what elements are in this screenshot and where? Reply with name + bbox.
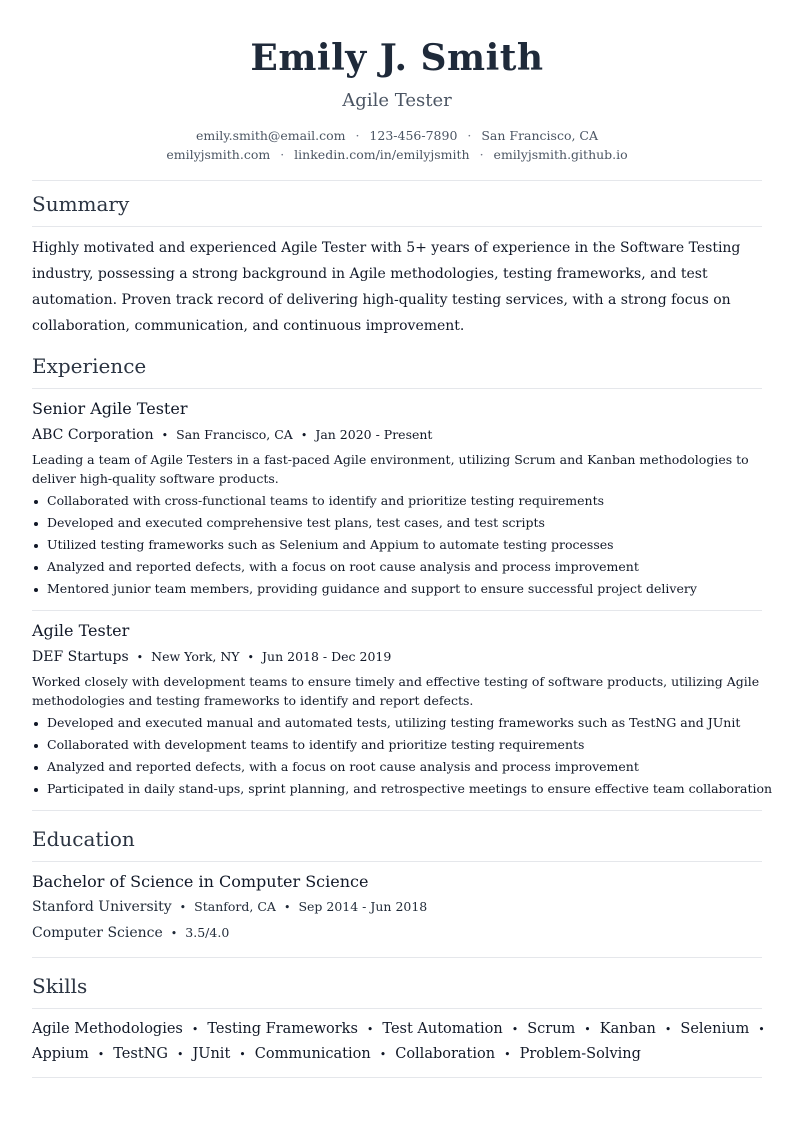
education-heading: Education: [32, 827, 135, 851]
list-item: Collaborated with cross-functional teams to identify and prioritize testing requirements: [32, 490, 762, 512]
job-company: DEF Startups: [32, 649, 129, 665]
bullet-separator: •: [191, 1023, 199, 1036]
list-item: Participated in daily stand-ups, sprint planning, and retrospective meetings to ensure effective team collaboration: [32, 778, 762, 800]
contact-line-2: [32, 145, 762, 164]
degree: Bachelor of Science in Computer Science: [32, 872, 369, 891]
job-location: New York, NY: [151, 649, 240, 664]
separator: ·: [355, 128, 360, 143]
separator: ·: [280, 147, 285, 162]
bullet-separator: •: [664, 1023, 672, 1036]
education-meta: [32, 896, 762, 919]
bullet-separator: •: [511, 1023, 519, 1036]
skill-tag: Agile Methodologies: [32, 1021, 183, 1037]
summary-text: Highly motivated and experienced Agile Tester with 5+ years of experience in the Software Testing industry, possessing a strong background in Agile methodologies, testing frameworks, and test automation. Proven track record of delivering high-quality testing services, with a strong focus on collaboration, communication, and continuous improvement.: [32, 240, 741, 334]
email-link[interactable]: emily.smith@email.com: [195, 128, 346, 143]
job-dates: Jun 2018 - Dec 2019: [262, 649, 392, 664]
skill-tag: Selenium: [680, 1021, 750, 1037]
bullet-separator: •: [366, 1023, 374, 1036]
bullet-separator: •: [179, 901, 187, 914]
list-item: Developed and executed comprehensive test plans, test cases, and test scripts: [32, 512, 762, 534]
list-item: Mentored junior team members, providing guidance and support to ensure successful project delivery: [32, 578, 762, 600]
job-bullets: [32, 712, 773, 800]
bullet-separator: •: [379, 1048, 387, 1061]
bullet-separator: •: [300, 429, 308, 442]
skills-divider: [32, 1077, 762, 1078]
website-link[interactable]: emilyjsmith.com: [166, 147, 271, 162]
contact-info: [32, 126, 762, 164]
skill-tag: JUnit: [192, 1046, 231, 1062]
list-item: Analyzed and reported defects, with a focus on root cause analysis and process improvement: [32, 556, 762, 578]
bullet-separator: •: [97, 1048, 105, 1061]
separator: ·: [467, 128, 472, 143]
job-description: Leading a team of Agile Testers in a fast-paced Agile environment, utilizing Scrum and Kanban methodologies to deliver high-quality software products.: [32, 452, 749, 486]
location: San Francisco, CA: [481, 128, 599, 143]
school-location: Stanford, CA: [194, 899, 276, 914]
school-name: Stanford University: [32, 899, 172, 915]
skill-tag: Appium: [32, 1046, 89, 1062]
skill-tag: TestNG: [113, 1046, 168, 1062]
summary-heading: Summary: [32, 192, 130, 216]
education-dates: Sep 2014 - Jun 2018: [298, 899, 428, 914]
candidate-name: Emily J. Smith: [250, 37, 544, 79]
education-entry: [32, 862, 762, 945]
bullet-separator: •: [758, 1023, 765, 1036]
job-company: ABC Corporation: [32, 427, 154, 443]
job-location: San Francisco, CA: [176, 427, 293, 442]
bullet-separator: •: [584, 1023, 591, 1036]
bullet-separator: •: [239, 1048, 246, 1061]
skill-tag: Kanban: [599, 1021, 656, 1037]
separator: ·: [479, 147, 484, 162]
linkedin-link[interactable]: linkedin.com/in/emilyjsmith: [294, 147, 470, 162]
job-role: Senior Agile Tester: [32, 399, 188, 418]
job-bullets: [32, 490, 762, 600]
github-link[interactable]: emilyjsmith.github.io: [493, 147, 628, 162]
job-entry: [32, 389, 762, 600]
gpa: 3.5/4.0: [185, 925, 230, 940]
skill-tag: Test Automation: [382, 1021, 503, 1037]
bullet-separator: •: [161, 429, 169, 442]
list-item: Developed and executed manual and automated tests, utilizing testing frameworks such as TestNG and JUnit: [32, 712, 762, 734]
skills-heading: Skills: [32, 974, 88, 998]
skill-tag: Communication: [254, 1046, 371, 1062]
field-of-study: Computer Science: [32, 925, 163, 941]
job-role: Agile Tester: [32, 621, 130, 640]
job-description: Worked closely with development teams to ensure timely and effective testing of software products, utilizing Agile methodologies and testing frameworks to identify and report defects.: [32, 674, 760, 708]
bullet-separator: •: [247, 651, 255, 664]
list-item: Collaborated with development teams to identify and prioritize testing requirements: [32, 734, 762, 756]
skill-tag: Problem-Solving: [519, 1046, 641, 1062]
skills-row-2: [32, 1042, 762, 1067]
list-item: Utilized testing frameworks such as Selenium and Appium to automate testing processes: [32, 534, 762, 556]
skill-tag: Scrum: [527, 1021, 576, 1037]
bullet-separator: •: [283, 901, 291, 914]
contact-line-1: [32, 126, 762, 145]
skills-row-1: [32, 1017, 765, 1042]
job-entry: [32, 611, 773, 800]
resume-header: [32, 0, 762, 164]
list-item: Analyzed and reported defects, with a focus on root cause analysis and process improvement: [32, 756, 762, 778]
skill-tag: Testing Frameworks: [207, 1021, 358, 1037]
bullet-separator: •: [176, 1048, 184, 1061]
experience-heading: Experience: [32, 354, 147, 378]
job-meta: [32, 646, 762, 669]
skill-tag: Collaboration: [395, 1046, 496, 1062]
bullet-separator: •: [504, 1048, 511, 1061]
education-field: [32, 922, 762, 945]
phone-number: 123-456-7890: [369, 128, 458, 143]
job-meta: [32, 424, 762, 447]
job-dates: Jan 2020 - Present: [315, 427, 433, 442]
bullet-separator: •: [170, 927, 178, 940]
skills-list: [32, 1009, 765, 1067]
job-title-headline: Agile Tester: [342, 90, 452, 111]
bullet-separator: •: [136, 651, 144, 664]
